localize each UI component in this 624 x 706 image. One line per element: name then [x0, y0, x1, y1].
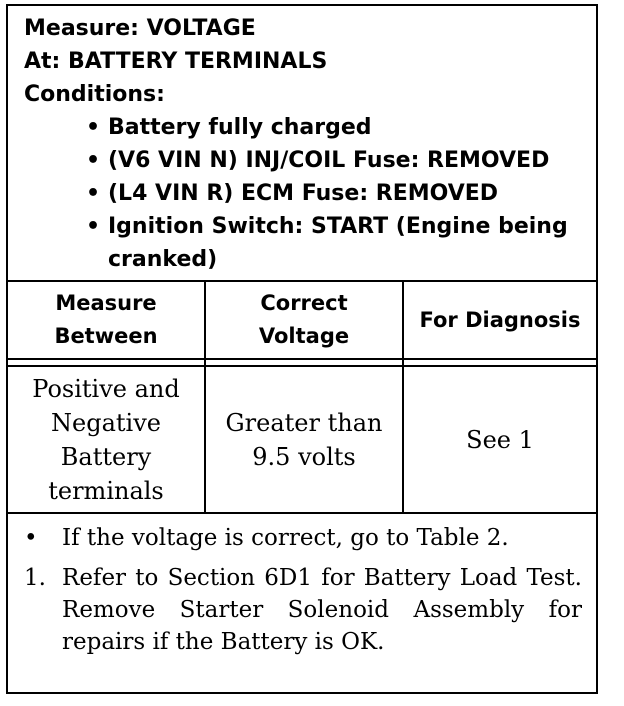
header-for-diagnosis: For Diagnosis: [419, 307, 581, 332]
conditions-label: Conditions:: [24, 82, 165, 107]
diagnostic-table-frame: [6, 4, 598, 694]
measurement-table: [8, 282, 596, 512]
notes-section: [8, 514, 596, 666]
note-number: 1.: [24, 565, 46, 591]
conditions-header: [8, 6, 596, 282]
condition-text: Ignition Switch: START (Engine being: [108, 214, 568, 239]
measure-title: Measure: VOLTAGE: [24, 16, 256, 41]
conditions-list: [24, 111, 596, 276]
location-title: At: BATTERY TERMINALS: [24, 49, 328, 74]
header-correct-voltage: Correct Voltage: [258, 291, 350, 348]
header-measure-between: Measure Between: [54, 291, 158, 348]
cell-measure-between: Positive and Negative Battery terminals: [32, 375, 180, 505]
condition-item: [24, 111, 596, 144]
condition-text-continued: cranked): [108, 247, 218, 272]
bullet-icon: •: [86, 214, 101, 239]
note-item: [20, 562, 582, 658]
bullet-icon: •: [86, 148, 101, 173]
condition-item: [24, 144, 596, 177]
note-text: Refer to Section 6D1 for Battery Load Test. Remove Starter Solenoid Assembly for repairs if the Battery is OK.: [62, 565, 582, 655]
condition-item: [24, 177, 596, 210]
header-divider: [8, 365, 596, 367]
header-divider: [8, 358, 596, 360]
condition-text: (V6 VIN N) INJ/COIL Fuse: REMOVED: [108, 148, 550, 173]
condition-item: [24, 210, 596, 276]
condition-text: (L4 VIN R) ECM Fuse: REMOVED: [108, 181, 499, 206]
note-item: [20, 522, 582, 554]
condition-text: Battery fully charged: [108, 115, 372, 140]
note-text: If the voltage is correct, go to Table 2.: [62, 525, 509, 551]
bullet-icon: •: [86, 115, 101, 140]
bullet-icon: •: [24, 525, 38, 551]
cell-correct-voltage: Greater than 9.5 volts: [225, 409, 383, 471]
bullet-icon: •: [86, 181, 101, 206]
cell-for-diagnosis: See 1: [466, 426, 534, 454]
